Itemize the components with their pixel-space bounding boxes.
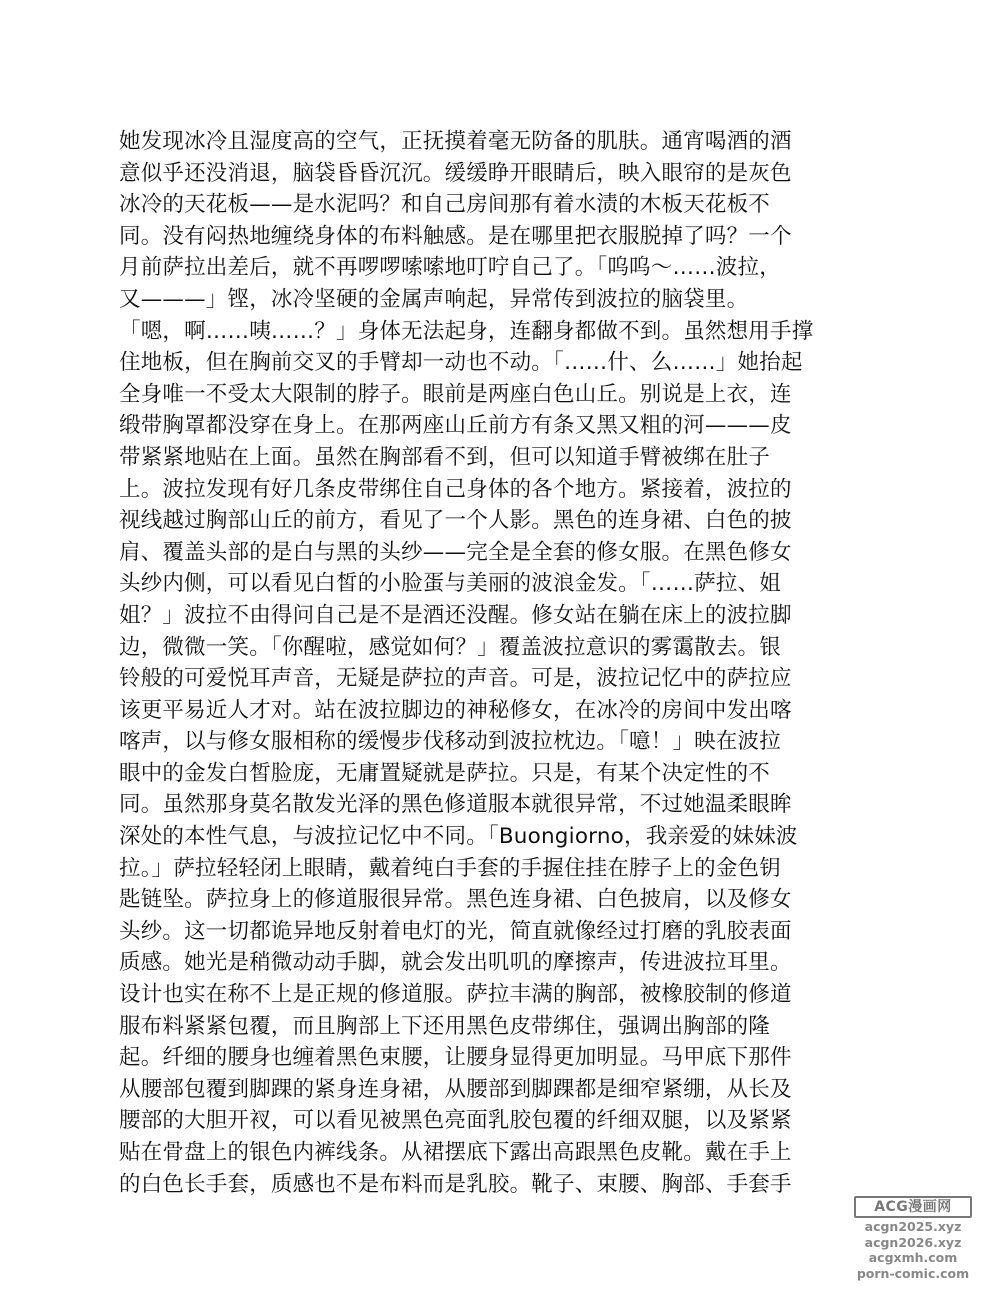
text-line: 带紧紧地贴在上面。虽然在胸部看不到，但可以知道手臂被绑在肚子 [119, 444, 771, 470]
text-line: 上。波拉发现有好几条皮带绑住自己身体的各个地方。紧接着，波拉的 [119, 476, 792, 502]
text-line: 住地板，但在胸前交叉的手臂却一动也不动。「……什、么……」她抬起 [119, 350, 803, 376]
text-line: 又———」铿，冰冷坚硬的金属声响起，异常传到波拉的脑袋里。 [119, 286, 749, 312]
text-line: 全身唯一不受太大限制的脖子。眼前是两座白色山丘。别说是上衣，连 [119, 381, 792, 407]
text-line: 意似乎还没消退，脑袋昏昏沉沉。缓缓睁开眼睛后，映入眼帘的是灰色 [119, 160, 792, 186]
watermark-url: acgn2026.xyz [846, 1236, 980, 1251]
text-line: 的白色长手套，质感也不是布料而是乳胶。靴子、束腰、胸部、手套手 [119, 1171, 792, 1197]
text-line: 起。纤细的腰身也缠着黑色束腰，让腰身显得更加明显。马甲底下那件 [119, 1045, 792, 1071]
watermark [846, 1196, 980, 1281]
text-line: 该更平易近人才对。站在波拉脚边的神秘修女，在冰冷的房间中发出喀 [119, 697, 792, 723]
text-line: 喀声，以与修女服相称的缓慢步伐移动到波拉枕边。「噫！」映在波拉 [119, 729, 781, 755]
text-line: 「嗯，啊……咦……？」身体无法起身，连翻身都做不到。虽然想用手撑 [119, 318, 814, 344]
text-line: 头纱内侧，可以看见白皙的小脸蛋与美丽的波浪金发。「……萨拉、姐 [119, 571, 781, 597]
text-line: 拉。」萨拉轻轻闭上眼睛，戴着纯白手套的手握住挂在脖子上的金色钥 [119, 855, 781, 881]
text-line: 从腰部包覆到脚踝的紧身连身裙，从腰部到脚踝都是细窄紧绷，从长及 [119, 1076, 792, 1102]
text-line: 她发现冰冷且湿度高的空气，正抚摸着毫无防备的肌肤。通宵喝酒的酒 [119, 129, 792, 154]
text-line: 铃般的可爱悦耳声音，无疑是萨拉的声音。可是，波拉记忆中的萨拉应 [119, 666, 792, 692]
text-line: 同。虽然那身莫名散发光泽的黑色修道服本就很异常，不过她温柔眼眸 [119, 792, 792, 818]
text-line: 头纱。这一切都诡异地反射着电灯的光，简直就像经过打磨的乳胶表面 [119, 918, 792, 944]
text-line: 缎带胸罩都没穿在身上。在那两座山丘前方有条又黑又粗的河———皮 [119, 413, 792, 439]
text-line: 质感。她光是稍微动动手脚，就会发出叽叽的摩擦声，传进波拉耳里。 [119, 950, 792, 976]
text-line: 肩、覆盖头部的是白与黑的头纱——完全是全套的修女服。在黑色修女 [119, 539, 792, 565]
text-line: 贴在骨盘上的银色内裤线条。从裙摆底下露出高跟黑色皮靴。戴在手上 [119, 1140, 792, 1165]
text-line: 服布料紧紧包覆，而且胸部上下还用黑色皮带绑住，强调出胸部的隆 [119, 1013, 771, 1039]
text-line: 姐？」波拉不由得问自己是不是酒还没醒。修女站在躺在床上的波拉脚 [119, 602, 792, 628]
watermark-brand: ACG漫画网 [854, 1196, 972, 1218]
text-line: 设计也实在称不上是正规的修道服。萨拉丰满的胸部，被橡胶制的修道 [119, 982, 792, 1008]
text-line: 视线越过胸部山丘的前方，看见了一个人影。黑色的连身裙、白色的披 [119, 508, 792, 534]
text-line: 深处的本性气息，与波拉记忆中不同。「Buongiorno，我亲爱的妹妹波 [119, 824, 798, 850]
body-text [119, 126, 889, 1200]
watermark-url: acgxmh.com [846, 1251, 980, 1266]
text-line: 月前萨拉出差后，就不再啰啰嗦嗦地叮咛自己了。「呜呜～……波拉， [119, 255, 781, 281]
watermark-url: porn-comic.com [846, 1267, 980, 1282]
text-line: 眼中的金发白皙脸庞，无庸置疑就是萨拉。只是，有某个决定性的不 [119, 760, 771, 786]
text-line: 边，微微一笑。「你醒啦，感觉如何？」覆盖波拉意识的雾霭散去。银 [119, 634, 781, 660]
text-line: 匙链坠。萨拉身上的修道服很异常。黑色连身裙、白色披肩，以及修女 [119, 887, 792, 913]
text-line: 同。没有闷热地缠绕身体的布料触感。是在哪里把衣服脱掉了吗？一个 [119, 223, 792, 249]
watermark-url: acgn2025.xyz [846, 1220, 980, 1235]
text-line: 腰部的大胆开衩，可以看见被黑色亮面乳胶包覆的纤细双腿，以及紧紧 [119, 1108, 792, 1134]
text-line: 冰冷的天花板——是水泥吗？和自己房间那有着水渍的木板天花板不 [119, 192, 771, 218]
